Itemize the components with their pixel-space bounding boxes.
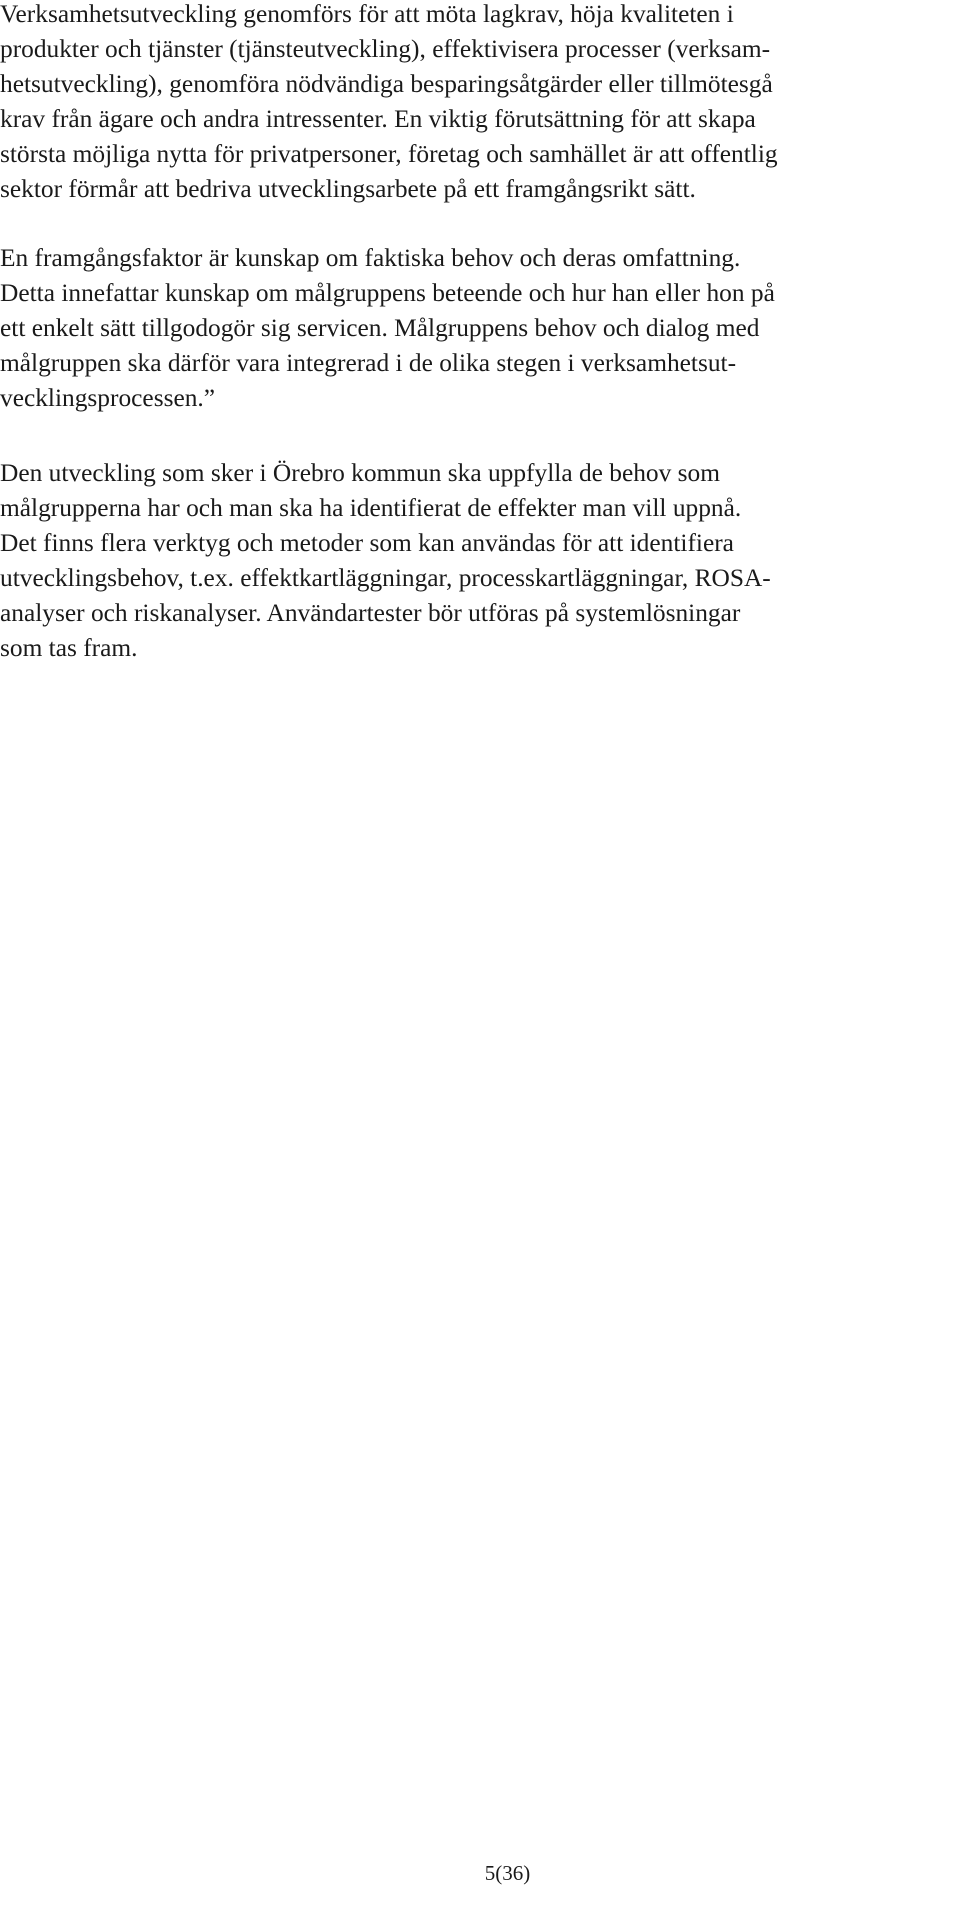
text-line: största möjliga nytta för privatpersoner, företag och samhället är att offentlig (0, 140, 778, 168)
text-line: hetsutveckling), genomföra nödvändiga besparingsåtgärder eller tillmötesgå (0, 70, 773, 98)
text-line: En framgångsfaktor är kunskap om faktiska behov och deras omfattning. (0, 244, 741, 272)
text-line: utvecklingsbehov, t.ex. effektkartläggningar, processkartläggningar, ROSA- (0, 564, 771, 592)
text-line: vecklingsprocessen.” (0, 384, 216, 412)
text-line: produkter och tjänster (tjänsteutveckling), effektivisera processer (verksam- (0, 35, 771, 63)
text-line: analyser och riskanalyser. Användartester bör utföras på systemlösningar (0, 599, 741, 627)
paragraph-verksamhetsutveckling (0, 0, 778, 207)
text-line: sektor förmår att bedriva utvecklingsarbete på ett framgångsrikt sätt. (0, 175, 696, 203)
text-line: Den utveckling som sker i Örebro kommun ska uppfylla de behov som (0, 459, 720, 487)
paragraph-orebro-kommun (0, 456, 771, 666)
text-line: Det finns flera verktyg och metoder som kan användas för att identifiera (0, 529, 734, 557)
paragraph-framgangsfaktor (0, 241, 775, 416)
text-line: Detta innefattar kunskap om målgruppens beteende och hur han eller hon på (0, 279, 775, 307)
text-line: målgrupperna har och man ska ha identifierat de effekter man vill uppnå. (0, 494, 742, 522)
text-line: Verksamhetsutveckling genomförs för att möta lagkrav, höja kvaliteten i (0, 0, 734, 28)
text-line: ett enkelt sätt tillgodogör sig servicen. Målgruppens behov och dialog med (0, 314, 760, 342)
text-line: krav från ägare och andra intressenter. En viktig förutsättning för att skapa (0, 105, 756, 133)
page-number: 5(36) (484, 1861, 531, 1885)
text-line: som tas fram. (0, 634, 138, 662)
text-line: målgruppen ska därför vara integrerad i de olika stegen i verksamhetsut- (0, 349, 737, 377)
